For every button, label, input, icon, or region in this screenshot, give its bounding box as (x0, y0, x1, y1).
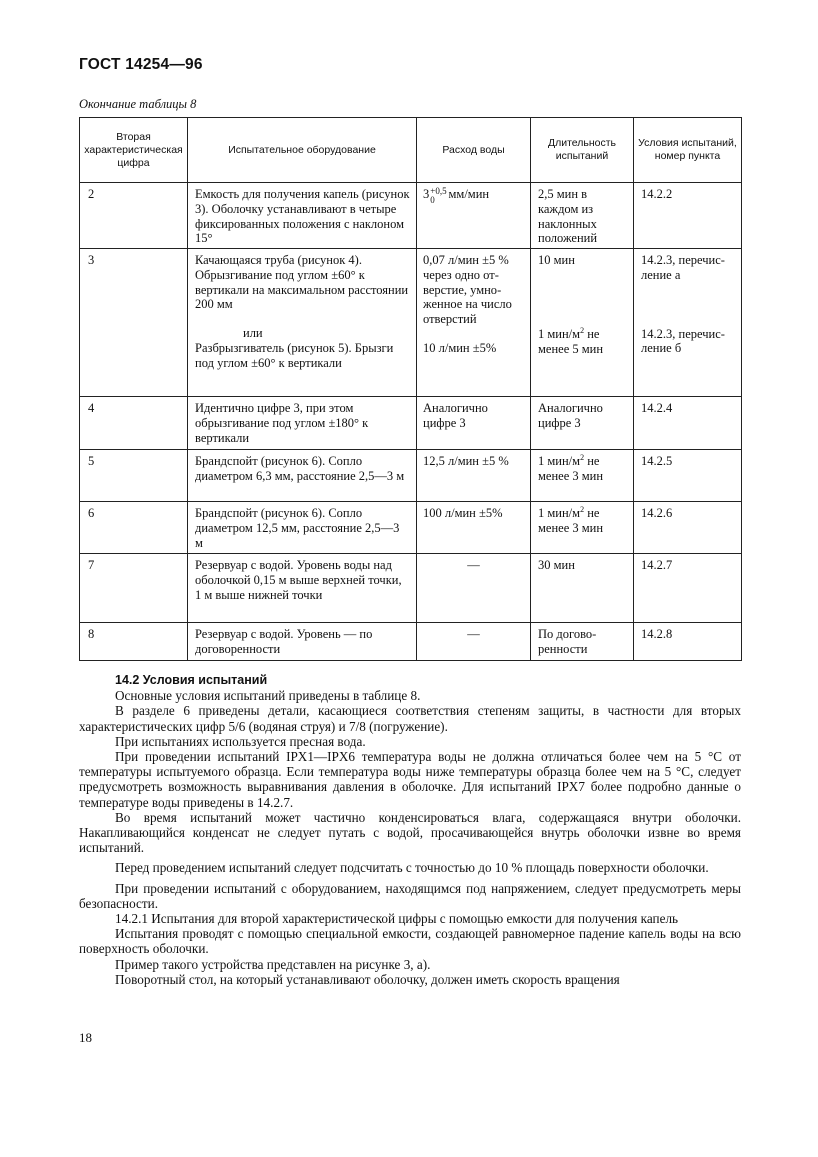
digit-cell: 5 (80, 450, 188, 502)
flow-value: 3 (423, 187, 430, 201)
digit-cell: 8 (80, 623, 188, 661)
digit-cell: 4 (80, 397, 188, 450)
table-row (80, 397, 742, 450)
column-header: Вторая характеристическая цифра (80, 118, 188, 183)
test-conditions-table (79, 117, 742, 661)
table-header-row (80, 118, 742, 183)
duration-cell (531, 450, 634, 502)
flow-cell: 100 л/мин ±5% (417, 502, 531, 554)
flow-cell: — (417, 623, 531, 661)
paragraph: В разделе 6 приведены детали, касающиеся соответствия степеням защиты, в частности для вторых характеристических цифр 5/6 (водяная струя) и 7/8 (погружение). (79, 703, 741, 734)
clause-cell: 14.2.2 (634, 183, 742, 249)
duration-cell: По договоренности (531, 623, 634, 661)
paragraph: Испытания проводят с помощью специальной емкости, создающей равномерное падение капель воды на всю поверхность оболочки. (79, 926, 741, 957)
duration-cell (531, 249, 634, 397)
table-row (80, 623, 742, 661)
digit-cell: 6 (80, 502, 188, 554)
duration-text: не менее 5 мин (538, 326, 604, 356)
duration-variant-b (538, 327, 627, 357)
equipment-cell: Идентично цифре 3, при этом обрызгивание под углом ±180° к вертикали (188, 397, 417, 450)
tolerance-upper: +0,5 (430, 186, 447, 196)
equipment-variant-a: Качающаяся труба (рисунок 4). Обрызгивание под углом ±60° к вертикали на максимальном расстоянии 200 мм (195, 253, 409, 312)
digit-cell: 7 (80, 554, 188, 623)
clause-cell: 14.2.8 (634, 623, 742, 661)
duration-variant-a: 10 мин (538, 253, 575, 267)
body-text (79, 673, 741, 987)
duration-cell: 2,5 мин в каждом из наклонных положений (531, 183, 634, 249)
tolerance-lower: 0 (430, 195, 435, 205)
table-caption: Окончание таблицы 8 (79, 97, 197, 111)
clause-cell: 14.2.7 (634, 554, 742, 623)
flow-cell (417, 183, 531, 249)
duration-text: не менее 3 мин (538, 454, 604, 483)
flow-cell (417, 249, 531, 397)
clause-variant-a: 14.2.3, перечисление а (641, 253, 725, 282)
duration-cell (531, 502, 634, 554)
table-row (80, 450, 742, 502)
paragraph: Основные условия испытаний приведены в таблице 8. (115, 688, 421, 704)
flow-variant-a: 0,07 л/мин ±5 % через одно отверстие, умноженное на число отверстий (423, 253, 512, 327)
flow-variant-b: 10 л/мин ±5% (423, 340, 497, 355)
digit-cell: 3 (80, 249, 188, 397)
paragraph: Поворотный стол, на который устанавливают оболочку, должен иметь скорость вращения (115, 971, 620, 987)
clause-cell: 14.2.6 (634, 502, 742, 554)
equipment-cell: Брандспойт (рисунок 6). Сопло диаметром 12,5 мм, расстояние 2,5—3 м (188, 502, 417, 554)
section-heading: 14.2 Условия испытаний (115, 673, 268, 687)
clause-cell: 14.2.5 (634, 450, 742, 502)
flow-unit: мм/мин (448, 187, 490, 201)
equipment-cell: Резервуар с водой. Уровень воды над оболочкой 0,15 м выше верхней точки, 1 м выше нижней точки (188, 554, 417, 623)
digit-cell: 2 (80, 183, 188, 249)
subsection-heading: 14.2.1 Испытания для второй характеристической цифры с помощью емкости для получения капель (115, 911, 679, 927)
tolerance (429, 186, 447, 205)
table-row (80, 183, 742, 249)
paragraph: Перед проведением испытаний следует подсчитать с точностью до 10 % площадь поверхности оболочки. (115, 860, 709, 876)
table-row (80, 502, 742, 554)
equipment-cell: Брандспойт (рисунок 6). Сопло диаметром 6,3 мм, расстояние 2,5—3 м (188, 450, 417, 502)
flow-cell: 12,5 л/мин ±5 % (417, 450, 531, 502)
equipment-cell: Резервуар с водой. Уровень — по договоренности (188, 623, 417, 661)
duration-cell: 30 мин (531, 554, 634, 623)
duration-exponent: 2 (580, 325, 585, 335)
flow-cell: Аналогично цифре 3 (417, 397, 531, 450)
paragraph: При проведении испытаний с оборудованием, находящимся под напряжением, следует предусмотреть меры безопасности. (79, 880, 741, 911)
clause-cell: 14.2.4 (634, 397, 742, 450)
column-header: Расход воды (417, 118, 531, 183)
equipment-cell (188, 249, 417, 397)
column-header: Испытательное оборудование (188, 118, 417, 183)
or-label: или (243, 326, 263, 341)
document-header: ГОСТ 14254—96 (79, 56, 203, 73)
duration-exponent: 2 (580, 453, 585, 462)
clause-variant-b: 14.2.3, перечисление б (641, 326, 725, 356)
flow-cell: — (417, 554, 531, 623)
table-row (80, 249, 742, 397)
paragraph: При проведении испытаний IPX1—IPX6 температура воды не должна отличаться более чем на 5 °C от температуры испытуемого образца. Если температура воды ниже температуры образца более чем на 5 °C, следует предусмотреть возможность выравнивания давления в оболочке. Для испытаний IPX7 более подробно данные о температуре воды приведены в 14.2.7. (79, 749, 741, 810)
duration-text: 1 мин/м (538, 454, 581, 468)
paragraph: Во время испытаний может частично конденсироваться влага, содержащаяся внутри оболочки. Накапливающийся конденсат не следует путать с водой, просачивающейся внутрь оболочки извне во время испытаний. (79, 809, 741, 856)
duration-text: 1 мин/м (538, 326, 581, 341)
column-header: Условия испытаний, номер пункта (634, 118, 742, 183)
page-number: 18 (79, 1030, 92, 1045)
column-header: Длительность испытаний (531, 118, 634, 183)
duration-cell: Аналогично цифре 3 (531, 397, 634, 450)
clause-cell (634, 249, 742, 397)
paragraph: При испытаниях используется пресная вода. (115, 733, 366, 749)
table-row (80, 554, 742, 623)
equipment-variant-b: Разбрызгиватель (рисунок 5). Брызги под углом ±60° к вертикали (195, 340, 394, 370)
duration-text: не менее 3 мин (538, 506, 604, 535)
equipment-cell: Емкость для получения капель (рисунок 3). Оболочку устанавливают в четыре фиксированных положения с наклоном 15° (188, 183, 417, 249)
paragraph: Пример такого устройства представлен на рисунке 3, а). (115, 956, 431, 972)
duration-text: 1 мин/м (538, 506, 581, 520)
duration-exponent: 2 (580, 505, 585, 514)
